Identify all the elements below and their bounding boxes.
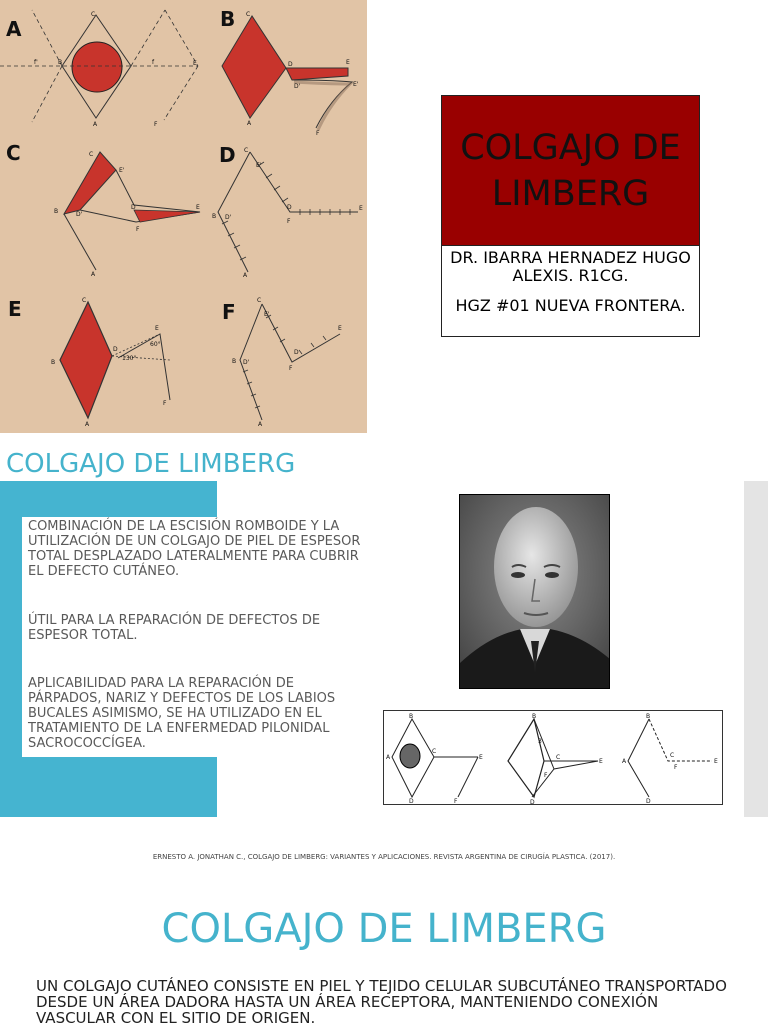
citation: ERNESTO A. JONATHAN C., COLGAJO DE LIMBERG: VARIANTES Y APLICACIONES. REVISTA ARGENTINA DE CIRUGÍA PLASTICA. (2017). <box>152 853 616 861</box>
e-point-d: D <box>113 346 118 353</box>
section-title: COLGAJO DE LIMBERG <box>6 449 296 479</box>
d-point-dprime: D' <box>225 214 232 221</box>
d-point-a: A <box>243 272 248 279</box>
paragraph-definition: COMBINACIÓN DE LA ESCISIÓN ROMBOIDE Y LA UTILIZACIÓN DE UN COLGAJO DE PIEL DE ESPESOR TOTAL DESPLAZADO LATERALMENTE PARA CUBRIR EL DEFECTO CUTÁNEO. <box>28 519 361 579</box>
f-point-dprime: D' <box>243 359 250 366</box>
point-label-a: A <box>93 121 98 128</box>
d2-right-label-e: E <box>714 758 718 765</box>
c-point-dprime: D' <box>76 211 83 218</box>
point-label-e: E <box>193 60 197 67</box>
d2-mid-label-c: C <box>556 754 561 761</box>
limberg-flap-figure <box>0 0 367 433</box>
c-point-a: A <box>91 271 96 278</box>
c-point-c: C <box>89 151 94 158</box>
d2-mid-label-f: F <box>544 772 548 779</box>
b-point-c: C <box>246 11 251 18</box>
b-point-e: E <box>346 59 350 66</box>
c-point-e: E <box>196 204 200 211</box>
point-label-f-small: f <box>152 59 155 66</box>
d-point-d: D <box>287 204 292 211</box>
d2-label-a: A <box>386 754 391 761</box>
e-point-c: C <box>82 297 87 304</box>
f-point-a: A <box>258 421 263 428</box>
f-point-d: D <box>294 349 299 356</box>
panel-b <box>220 7 359 137</box>
f-point-f: F <box>289 365 293 372</box>
e-point-f: F <box>163 400 167 407</box>
d-point-f: F <box>287 218 291 225</box>
d2-label-d: D <box>409 798 414 804</box>
panel-label-d: D <box>219 143 236 167</box>
limberg-portrait-photo <box>459 494 610 689</box>
hospital-name: HGZ #01 NUEVA FRONTERA. <box>455 296 686 315</box>
d2-right-label-c: C <box>670 752 675 759</box>
slide3-title: COLGAJO DE LIMBERG <box>161 906 607 952</box>
f-point-e: E <box>338 325 342 332</box>
panel-f <box>222 297 342 428</box>
panel-c <box>6 141 200 278</box>
point-label-b: B <box>58 59 63 66</box>
d2-right-label-a: A <box>622 758 627 765</box>
slide3-body: UN COLGAJO CUTÁNEO CONSISTE EN PIEL Y TEJIDO CELULAR SUBCUTÁNEO TRANSPORTADO DESDE UN ÁREA DADORA HASTA UN ÁREA RECEPTORA, MANTENIENDO CONEXIÓN VASCULAR CON EL SITIO DE ORIGEN. <box>36 977 727 1027</box>
d2-mid-label-3: 3 <box>538 738 542 745</box>
f-point-eprime: E' <box>264 311 270 318</box>
b-point-dprime: D' <box>294 83 301 90</box>
panel-label-c: C <box>6 141 21 165</box>
panel-d <box>212 143 363 279</box>
d2-label-c: C <box>432 748 437 755</box>
point-label-c: C <box>91 11 96 18</box>
c-point-eprime: E' <box>119 167 125 174</box>
point-label-fprime: f' <box>34 59 38 66</box>
d-point-e: E <box>359 205 363 212</box>
e-angle-60: 60° <box>150 341 161 348</box>
d2-right-label-b: B <box>646 713 651 720</box>
side-strip <box>744 481 768 817</box>
panel-label-b: B <box>220 7 236 31</box>
panel-label-a: A <box>6 17 22 41</box>
author-name: DR. IBARRA HERNADEZ HUGO ALEXIS. R1CG. <box>450 248 691 285</box>
c-point-b: B <box>54 208 59 215</box>
b-point-d: D <box>288 61 293 68</box>
d2-mid-label-b: B <box>532 713 537 720</box>
paragraph-use: ÚTIL PARA LA REPARACIÓN DE DEFECTOS DE ESPESOR TOTAL. <box>28 613 321 643</box>
description-box <box>22 517 368 757</box>
slide-title: COLGAJO DE LIMBERG <box>460 127 681 214</box>
f-point-c: C <box>257 297 262 304</box>
d-point-eprime: E' <box>256 162 262 169</box>
d2-mid-label-d: D <box>530 799 535 804</box>
limberg-technique-diagram <box>383 710 723 805</box>
e-point-b: B <box>51 359 56 366</box>
b-point-a: A <box>247 120 252 127</box>
b-point-eprime: E' <box>353 81 359 88</box>
d2-mid-label-e: E <box>599 758 603 765</box>
title-box <box>441 95 700 246</box>
panel-a <box>0 10 198 128</box>
d2-right-label-f: F <box>674 764 678 771</box>
e-point-a: A <box>85 421 90 428</box>
panel-e <box>8 297 170 428</box>
panel-label-e: E <box>8 297 22 321</box>
c-point-f: F <box>136 226 140 233</box>
d-point-b: B <box>212 213 217 220</box>
e-angle-130: 130° <box>122 355 137 362</box>
f-point-b: B <box>232 358 237 365</box>
panel-label-f: F <box>222 300 236 324</box>
d2-label-e: E <box>479 754 483 761</box>
point-label-f: F <box>154 121 158 128</box>
author-box <box>441 246 700 337</box>
d2-label-b: B <box>409 713 414 720</box>
d2-right-label-d: D <box>646 798 651 804</box>
d2-label-f: F <box>454 798 458 804</box>
b-point-f: F <box>316 130 320 137</box>
paragraph-applicability: APLICABILIDAD PARA LA REPARACIÓN DE PÁRPADOS, NARIZ Y DEFECTOS DE LOS LABIOS BUCALES ASIMISMO, SE HA UTILIZADO EN EL TRATAMIENTO DE LA ENFERMEDAD PILONIDAL SACROCOCCÍGEA. <box>28 676 336 751</box>
c-point-d: D <box>131 204 136 211</box>
d-point-c: C <box>244 147 249 154</box>
e-point-e: E <box>155 325 159 332</box>
